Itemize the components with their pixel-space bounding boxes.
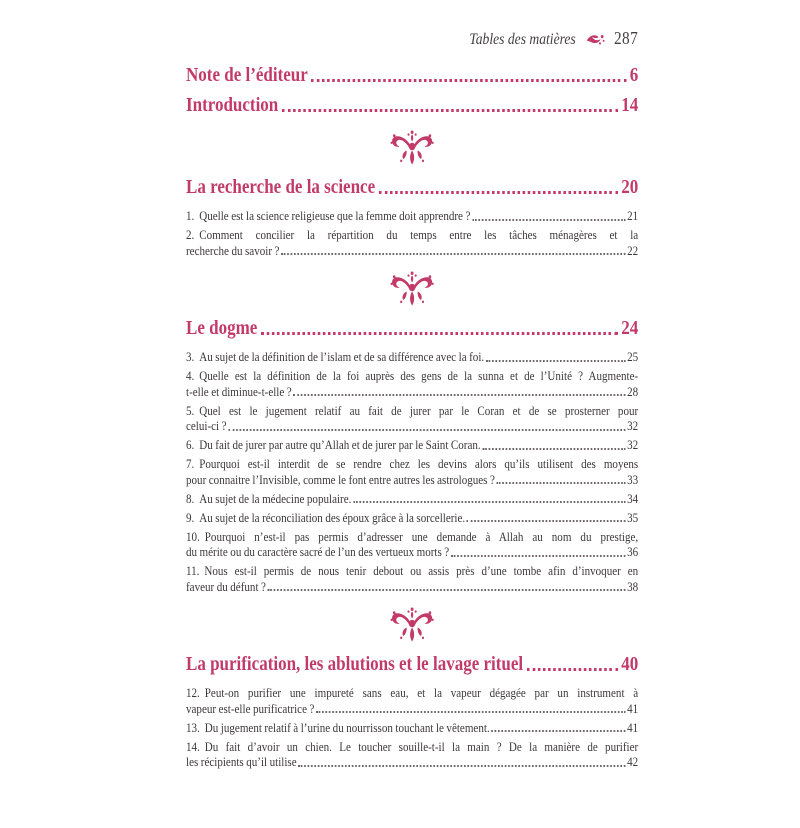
toc-item-line (186, 579, 638, 595)
toc-item-title: recherche du savoir ? (186, 242, 280, 258)
toc-item-number: 14. (186, 738, 200, 754)
section-page-number: 20 (621, 176, 639, 198)
toc-item-title: Quel est le jugement relatif au fait de jurer par le Coran et de se prosterner pour (199, 402, 639, 418)
toc-item-title: Pourquoi n’est-il pas permis d’adresser une demande à Allah au nom du prestige, (204, 528, 639, 544)
dot-leader (298, 765, 625, 767)
toc-item-line (186, 544, 638, 560)
toc-item (186, 349, 638, 365)
toc-item-page: 32 (627, 418, 639, 433)
toc-entry-note-editeur (186, 63, 638, 87)
toc-item-line (186, 510, 638, 526)
toc-entry-introduction (186, 93, 638, 117)
toc-item-line (186, 685, 638, 701)
toc-item-title: celui-ci ? (186, 418, 227, 433)
toc-item-title: Pourquoi est-il interdit de se rendre chez les devins alors qu’ils utilisent des moyens (199, 456, 639, 471)
vine-flourish-icon (585, 32, 605, 46)
toc-item-title: Du fait de jurer par autre qu’Allah et de jurer par le Saint Coran. (199, 437, 481, 452)
toc-item-line (186, 368, 638, 384)
toc-item-line (186, 437, 638, 453)
toc-item-line (186, 349, 638, 365)
dot-leader (228, 429, 625, 431)
dot-leader (527, 668, 618, 671)
folio-page-number: 287 (613, 28, 639, 48)
toc-item-title: les récipients qu’il utilise (186, 754, 297, 769)
toc-item-line (186, 754, 638, 770)
toc-item-page: 22 (627, 242, 639, 258)
dot-leader (451, 555, 626, 557)
toc-item-title: Nous est-il permis de nous tenir debout ou assis près d’une tombe afin d’invoquer en (204, 563, 639, 578)
dot-leader (353, 501, 625, 503)
toc-item (186, 491, 638, 507)
dot-leader (281, 253, 625, 255)
toc-item-line (186, 227, 638, 243)
toc-item-text (186, 349, 484, 365)
toc-item-number: 3. (186, 349, 195, 364)
toc-entry-page: 6 (629, 64, 639, 86)
toc-item-number: 8. (186, 490, 195, 506)
toc-item (186, 685, 638, 716)
toc-item-line (186, 418, 638, 434)
section-divider (186, 129, 638, 167)
dot-leader (316, 711, 625, 713)
toc-entry-page: 14 (621, 94, 639, 116)
dot-leader (491, 730, 625, 732)
dot-leader (311, 79, 626, 82)
toc-item-text (186, 510, 465, 526)
toc-item-title: Au sujet de la définition de l’islam et de sa différence avec la foi. (199, 349, 485, 364)
section-divider (186, 270, 638, 308)
dot-leader (467, 520, 626, 522)
toc-item-title: Quelle est la définition de la foi auprès des gens de la sunna et de l’Unité ? Augmente- (199, 368, 639, 383)
section-page-number: 24 (621, 317, 639, 339)
toc-item-title: t-elle et diminue-t-elle ? (186, 383, 292, 399)
toc-item-number: 7. (186, 456, 195, 471)
toc-item (186, 529, 638, 560)
toc-item (186, 368, 638, 399)
section-heading (186, 316, 638, 340)
toc-item-line (186, 529, 638, 545)
toc-item-title: pour connaitre l’Invisible, comme le font entre autres les astrologues ? (186, 471, 495, 487)
toc-item-number: 10. (186, 528, 200, 544)
book-page (186, 28, 638, 770)
toc-item-line (186, 243, 638, 259)
dot-leader (497, 482, 626, 484)
toc-entry-label: Introduction (186, 94, 279, 116)
toc-item (186, 456, 638, 487)
toc-item-number: 5. (186, 402, 195, 418)
dot-leader (486, 360, 626, 362)
toc-item-title: Au sujet de la réconciliation des époux grâce à la sorcellerie. (199, 509, 466, 525)
floral-ornament-icon (389, 606, 435, 644)
toc-item (186, 437, 638, 453)
dot-leader (261, 332, 618, 335)
toc-item-number: 11. (186, 563, 200, 578)
front-matter-entries (186, 63, 638, 117)
toc-item-title: vapeur est-elle purificatrice ? (186, 700, 315, 716)
toc-item-page: 34 (627, 490, 639, 506)
dot-leader (472, 219, 625, 221)
section-heading (186, 652, 638, 676)
toc-item-title: Comment concilier la répartition du temps entre les tâches ménagères et la (199, 227, 639, 242)
toc-item (186, 720, 638, 736)
toc-item-line (186, 701, 638, 717)
toc-item-line (186, 456, 638, 472)
toc-item-page: 41 (627, 719, 639, 735)
dot-leader (379, 191, 618, 194)
toc-item-page: 25 (627, 349, 639, 364)
toc-item-title: Du fait d’avoir un chien. Le toucher souille-t-il la main ? De la manière de purifier (204, 738, 639, 754)
toc-item-line (186, 403, 638, 419)
toc-item (186, 739, 638, 770)
toc-item-text (186, 720, 490, 736)
toc-item-page: 35 (627, 509, 639, 525)
section-heading (186, 175, 638, 199)
toc-item-line (186, 384, 638, 400)
running-header (186, 28, 638, 49)
toc-item-title: Peut-on purifier une impureté sans eau, et la vapeur dégagée par un instrument à (204, 685, 639, 700)
toc-item-page: 32 (627, 437, 639, 452)
toc-item (186, 227, 638, 258)
dot-leader (293, 394, 625, 396)
section-title: La recherche de la science (186, 176, 376, 198)
floral-ornament-icon (389, 129, 435, 167)
floral-ornament-icon (389, 270, 435, 308)
toc-item-title: Quelle est la science religieuse que la femme doit apprendre ? (199, 208, 471, 223)
toc-item-line (186, 208, 638, 224)
toc-item-line (186, 563, 638, 579)
dot-leader (282, 109, 618, 112)
toc-item-page: 41 (627, 700, 639, 716)
toc-section-purification (186, 652, 638, 770)
section-title: Le dogme (186, 317, 258, 339)
toc-item-line (186, 472, 638, 488)
toc-entry-label: Note de l’éditeur (186, 64, 308, 86)
toc-item-page: 21 (627, 208, 639, 223)
toc-item-page: 42 (627, 754, 639, 769)
toc-item-title: Au sujet de la médecine populaire. (199, 490, 352, 506)
section-page-number: 40 (621, 653, 639, 675)
toc-item-title: faveur du défunt ? (186, 578, 266, 594)
toc-section-recherche-science (186, 175, 638, 258)
toc-item-line (186, 739, 638, 755)
toc-item (186, 510, 638, 526)
toc-item-title: Du jugement relatif à l’urine du nourrisson touchant le vêtement. (204, 719, 490, 735)
toc-item-page: 28 (627, 383, 639, 399)
toc-item-number: 13. (186, 719, 200, 735)
dot-leader (268, 589, 626, 591)
toc-item-page: 38 (627, 578, 639, 594)
toc-item (186, 208, 638, 224)
section-title: La purification, les ablutions et le lavage rituel (186, 653, 524, 675)
toc-item-number: 4. (186, 368, 195, 383)
toc-item-text (186, 491, 351, 507)
toc-item-number: 12. (186, 685, 200, 700)
toc-item-number: 9. (186, 509, 195, 525)
toc-item (186, 403, 638, 434)
toc-item-title: du mérite ou du caractère sacré de l’un des vertueux morts ? (186, 544, 450, 559)
toc-item-text (186, 437, 481, 453)
running-title: Tables des matières (469, 31, 576, 48)
toc-item-text (186, 208, 470, 224)
section-divider (186, 606, 638, 644)
toc-item-number: 6. (186, 437, 195, 452)
toc-item-page: 33 (627, 471, 639, 487)
toc-item-number: 1. (186, 208, 195, 223)
toc-item-line (186, 491, 638, 507)
toc-item-page: 36 (627, 544, 639, 559)
toc-section-dogme (186, 316, 638, 594)
toc-item-number: 2. (186, 227, 195, 242)
dot-leader (482, 448, 625, 450)
toc-item-line (186, 720, 638, 736)
toc-item (186, 563, 638, 594)
